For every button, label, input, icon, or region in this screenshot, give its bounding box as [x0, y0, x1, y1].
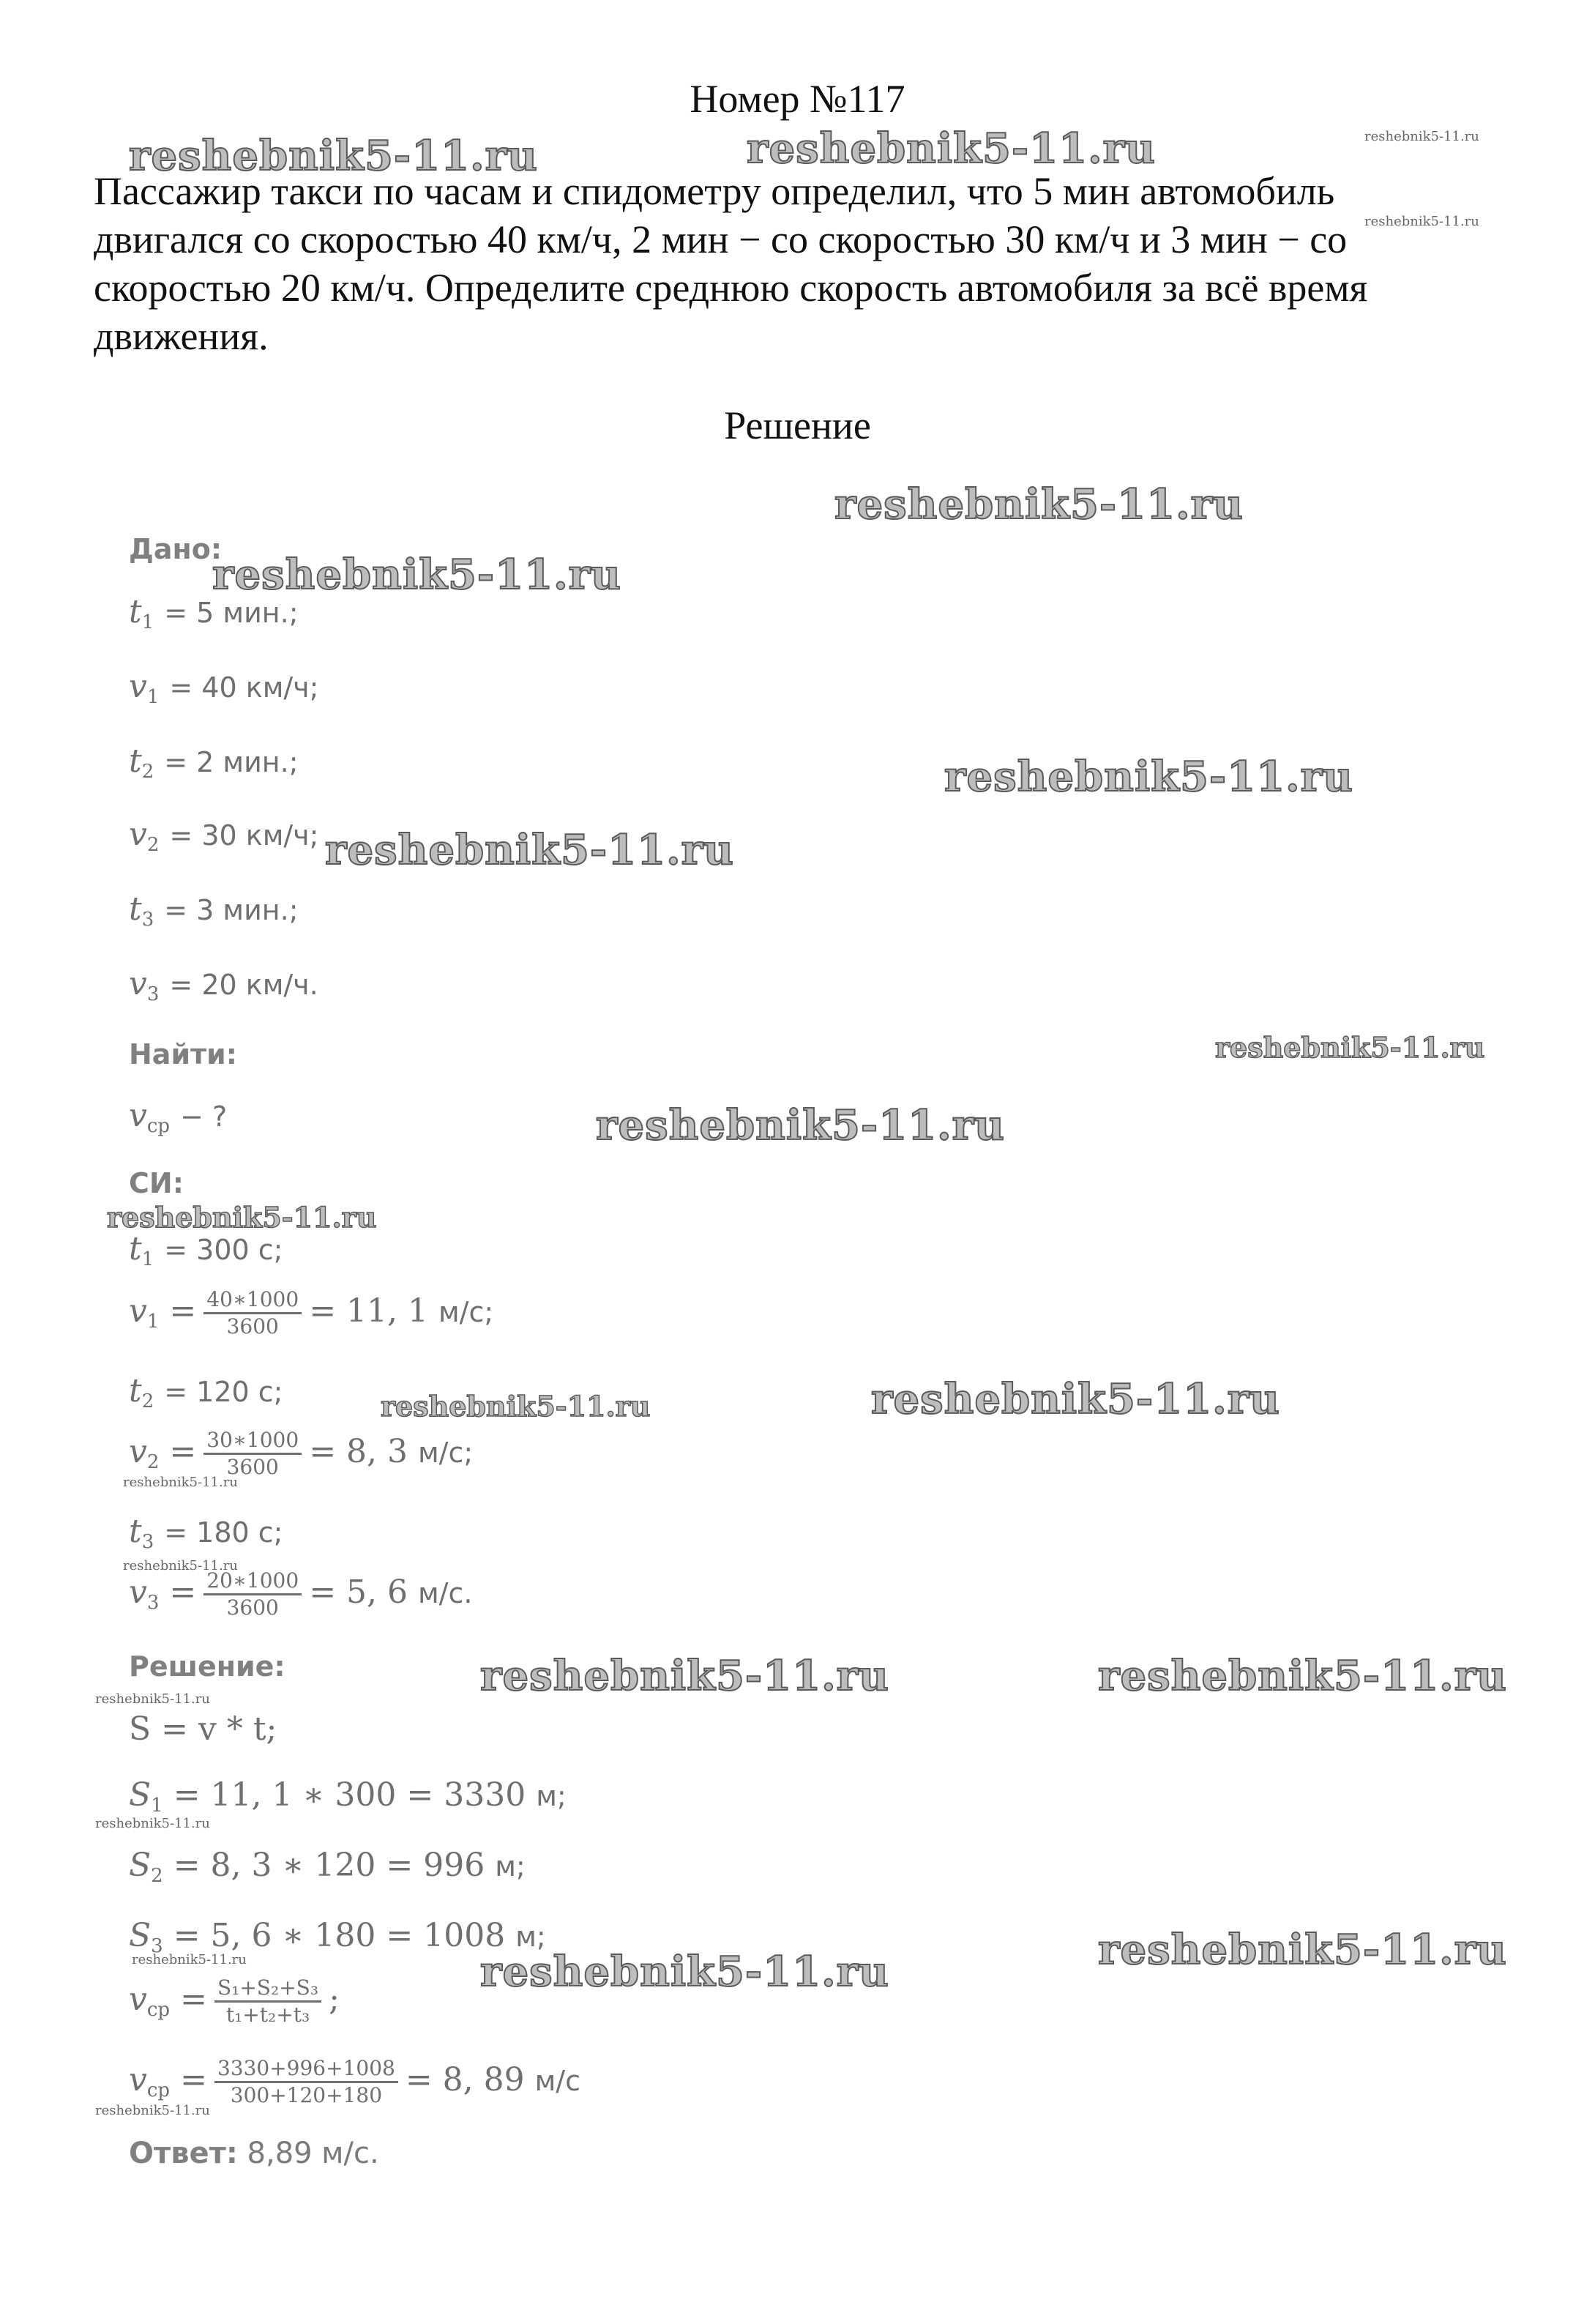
calc-vcp: $v_{ср}$ = $\frac{3330+996+1008}{300+120+180}$ = 8, 89 м/с [129, 2056, 581, 2107]
si-t2: $t_2 = 120$ с; [129, 1372, 283, 1412]
si-t3: $t_3 = 180$ с; [129, 1513, 283, 1553]
watermark: reshebnik5-11.ru [1364, 214, 1479, 229]
given-v2: $v_2 = 30$ км/ч; [129, 816, 319, 856]
calc-s1: $S_1 = 11$, 1 ∗ 300 = 3330 м; [129, 1776, 567, 1817]
watermark: reshebnik5-11.ru [1215, 1031, 1485, 1064]
watermark: reshebnik5-11.ru [1098, 1652, 1507, 1700]
problem-text [94, 167, 1528, 360]
solution-label: Решение: [129, 1650, 285, 1683]
given-t3: $t_3 = 3$ мин.; [129, 890, 299, 931]
watermark: reshebnik5-11.ru [747, 124, 1156, 173]
watermark: reshebnik5-11.ru [212, 551, 621, 599]
watermark: reshebnik5-11.ru [480, 1652, 889, 1700]
given-t1: $t_1 = 5$ мин.; [129, 593, 299, 633]
given-v3: $v_3 = 20$ км/ч. [129, 965, 318, 1005]
si-label: СИ: [129, 1167, 184, 1199]
watermark: reshebnik5-11.ru [95, 1816, 210, 1831]
watermark: reshebnik5-11.ru [834, 480, 1244, 529]
answer-line: Ответ: 8,89 м/с. [129, 2137, 379, 2170]
watermark: reshebnik5-11.ru [381, 1390, 651, 1423]
formula-vcp: $v_{ср}$ = $\frac{\text{S₁+S₂+S₃}}{\text{t₁+t₂+t₃}}$ ; [129, 1975, 340, 2027]
watermark: reshebnik5-11.ru [480, 1948, 889, 1996]
watermark: reshebnik5-11.ru [123, 1558, 238, 1573]
si-v2: $v_2$ = $\frac{30∗1000}{3600}$ = 8, 3 м/с; [129, 1428, 474, 1479]
watermark: reshebnik5-11.ru [95, 2103, 210, 2118]
given-v1: $v_1 = 40$ км/ч; [129, 668, 319, 708]
calc-s2: $S_2 = 8$, 3 ∗ 120 = 996 м; [129, 1847, 526, 1887]
find-label: Найти: [129, 1038, 237, 1070]
problem-line: движения. [94, 314, 269, 358]
watermark: reshebnik5-11.ru [129, 132, 538, 180]
find-vcp: $v_{ср}$ − ? [129, 1097, 228, 1137]
si-v3: $v_3$ = $\frac{20∗1000}{3600}$ = 5, 6 м/с. [129, 1568, 473, 1620]
watermark: reshebnik5-11.ru [871, 1375, 1280, 1423]
watermark: reshebnik5-11.ru [1098, 1926, 1507, 1974]
watermark: reshebnik5-11.ru [1364, 129, 1479, 144]
watermark: reshebnik5-11.ru [123, 1475, 238, 1490]
problem-number: Номер №117 [690, 77, 905, 121]
watermark: reshebnik5-11.ru [107, 1201, 377, 1234]
solution-heading: Решение [724, 403, 871, 447]
calc-s3: $S_3 = 5$, 6 ∗ 180 = 1008 м; [129, 1917, 546, 1957]
problem-line: скоростью 20 км/ч. Определите среднюю скорость автомобиля за всё время [94, 266, 1368, 310]
watermark: reshebnik5-11.ru [132, 1952, 247, 1967]
si-v1: $v_1$ = $\frac{40∗1000}{3600}$ = 11, 1 м/с; [129, 1287, 494, 1338]
problem-line: двигался со скоростью 40 км/ч, 2 мин − со скоростью 30 км/ч и 3 мин − со [94, 217, 1348, 261]
si-t1: $t_1 = 300$ с; [129, 1230, 283, 1270]
given-label: Дано: [129, 533, 223, 565]
watermark: reshebnik5-11.ru [325, 826, 734, 874]
formula-s: S = v * t; [129, 1710, 277, 1748]
given-t2: $t_2 = 2$ мин.; [129, 742, 299, 783]
watermark: reshebnik5-11.ru [944, 753, 1353, 801]
watermark: reshebnik5-11.ru [95, 1691, 210, 1707]
problem-line: Пассажир такси по часам и спидометру определил, что 5 мин автомобиль [94, 169, 1335, 213]
watermark: reshebnik5-11.ru [596, 1101, 1005, 1150]
